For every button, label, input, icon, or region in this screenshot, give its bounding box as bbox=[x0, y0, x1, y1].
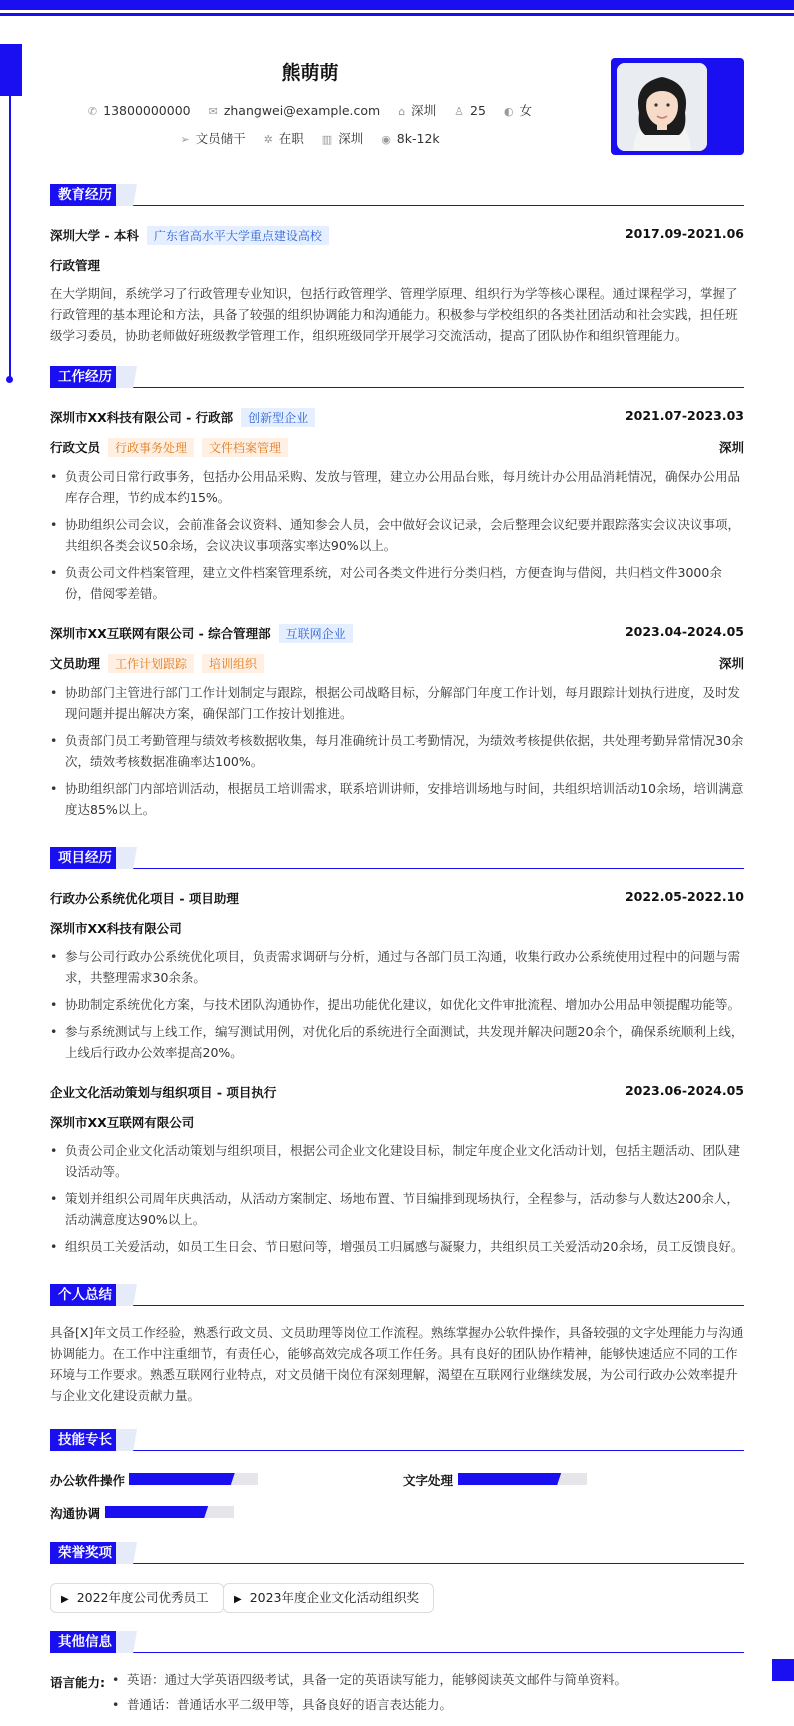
email-value: zhangwei@example.com bbox=[223, 103, 381, 118]
avatar bbox=[617, 63, 707, 151]
status-value: 在职 bbox=[278, 131, 304, 146]
job-period: 2023.04-2024.05 bbox=[624, 624, 744, 639]
job-city: 深圳 bbox=[718, 656, 744, 671]
skill-tag: 培训组织 bbox=[202, 654, 264, 673]
send-icon: ➢ bbox=[180, 133, 190, 146]
phone-icon: ✆ bbox=[87, 105, 98, 118]
awards-section bbox=[50, 1542, 744, 1564]
job-position: 行政文员 bbox=[50, 440, 101, 455]
other-section bbox=[50, 1631, 744, 1653]
skill-name: 办公软件操作 bbox=[50, 1473, 126, 1488]
project-bullet: • 协助制定系统优化方案，与技术团队沟通协作，提出功能优化建议，如优化文件审批流程、增加办公用品申领提醒功能等。 bbox=[50, 994, 744, 1015]
home-icon: ⌂ bbox=[398, 105, 406, 118]
skill-bar bbox=[129, 1473, 258, 1485]
job-target-value: 文员储干 bbox=[195, 131, 246, 146]
skill-bar-fill bbox=[129, 1473, 235, 1485]
coin-icon: ◉ bbox=[381, 133, 391, 146]
project-header-row bbox=[50, 1083, 744, 1101]
skill-bar-fill bbox=[105, 1506, 208, 1518]
school-name: 深圳大学 - 本科 bbox=[50, 228, 139, 243]
photo-frame bbox=[611, 58, 744, 155]
summary-section bbox=[50, 1284, 744, 1306]
language-item: • 英语：通过大学英语四级考试，具备一定的英语读写能力，能够阅读英文邮件与简单资料。 bbox=[112, 1669, 742, 1690]
job-position: 文员助理 bbox=[50, 656, 101, 671]
email-info bbox=[209, 103, 381, 118]
left-accent-dot bbox=[6, 376, 13, 383]
job-company: 深圳市XX互联网有限公司 - 综合管理部 bbox=[50, 626, 271, 641]
summary-text: 具备[X]年文员工作经验，熟悉行政文员、文员助理等岗位工作流程。熟练掌握办公软件操作，具备较强的文字处理能力与沟通协调能力。在工作中注重细节，有责任心，能够高效完成各项工作任务。具有良好的团队协作精神，能够快速适应不同的工作环境与工作要求。熟悉互联网行业特点，对文员储干岗位有深刻理解，渴望在互联网行业继续发展，为公司行政办公效率提升与企业文化建设贡献力量。 bbox=[50, 1325, 744, 1403]
project-name: 企业文化活动策划与组织项目 - 项目执行 bbox=[50, 1085, 277, 1100]
project-section bbox=[50, 847, 744, 869]
section-title: 个人总结 bbox=[50, 1284, 120, 1306]
skill-bar bbox=[105, 1506, 234, 1518]
cake-icon: ♙ bbox=[454, 105, 465, 118]
company-tag: 互联网企业 bbox=[279, 624, 353, 643]
job-bullet: • 负责公司日常行政事务，包括办公用品采购、发放与管理，建立办公用品台账，每月统计办公用品消耗情况，确保办公用品库存合理，节约成本约15%。 bbox=[50, 466, 744, 508]
section-title-tail bbox=[116, 366, 150, 388]
age-info bbox=[454, 103, 486, 118]
section-title-tail bbox=[116, 847, 150, 869]
section-title-tail bbox=[116, 1542, 150, 1564]
award-label: 2023年度企业文化活动组织奖 bbox=[249, 1590, 420, 1605]
right-accent-block bbox=[772, 1659, 794, 1681]
job-position-row bbox=[50, 438, 744, 457]
project-bullet: • 策划并组织公司周年庆典活动，从活动方案制定、场地布置、节目编排到现场执行，全程参与，活动参与人数达200余人，活动满意度达90%以上。 bbox=[50, 1188, 744, 1230]
job-company: 深圳市XX科技有限公司 - 行政部 bbox=[50, 410, 234, 425]
section-title: 工作经历 bbox=[50, 366, 120, 388]
work-section bbox=[50, 366, 744, 388]
language-item: • 普通话：普通话水平二级甲等，具备良好的语言表达能力。 bbox=[112, 1694, 742, 1715]
target-city-value: 深圳 bbox=[338, 131, 364, 146]
skills-section bbox=[50, 1429, 744, 1451]
project-header-row bbox=[50, 889, 744, 907]
skill-name: 文字处理 bbox=[403, 1473, 454, 1488]
project-company: 深圳市XX互联网有限公司 bbox=[50, 1115, 195, 1130]
gender-info bbox=[504, 101, 532, 119]
top-accent-line bbox=[0, 13, 794, 16]
job-bullet: • 协助组织公司会议，会前准备会议资料、通知参会人员，会中做好会议记录，会后整理会议纪要并跟踪落实会议决议事项，共组织各类会议50余场，会议决议事项落实率达90%以上。 bbox=[50, 514, 744, 556]
job-header-row bbox=[50, 408, 744, 427]
award-item bbox=[50, 1583, 224, 1613]
status-info bbox=[264, 129, 304, 147]
gear-icon: ✲ bbox=[263, 133, 273, 146]
section-title: 荣誉奖项 bbox=[50, 1542, 120, 1564]
job-bullet: • 负责部门员工考勤管理与绩效考核数据收集，每月准确统计员工考勤情况，为绩效考核提供依据，共处理考勤异常情况30余次，绩效考核数据准确率达100%。 bbox=[50, 730, 744, 772]
section-title-tail bbox=[116, 1284, 150, 1306]
avatar-portrait bbox=[617, 63, 707, 151]
section-title-tail bbox=[116, 1631, 150, 1653]
phone-value: 13800000000 bbox=[103, 103, 191, 118]
education-header-row bbox=[50, 226, 744, 245]
candidate-name: 熊萌萌 bbox=[281, 62, 339, 84]
city-info bbox=[398, 101, 436, 119]
project-period: 2023.06-2024.05 bbox=[624, 1083, 744, 1098]
project-company: 深圳市XX科技有限公司 bbox=[50, 921, 182, 936]
skill-name: 沟通协调 bbox=[50, 1506, 101, 1521]
salary-value: 8k-12k bbox=[396, 131, 440, 146]
section-header bbox=[50, 1542, 744, 1564]
salary-info bbox=[381, 131, 439, 146]
section-title: 项目经历 bbox=[50, 847, 120, 869]
project-period: 2022.05-2022.10 bbox=[624, 889, 744, 904]
job-target-info bbox=[180, 129, 245, 147]
phone-info bbox=[88, 103, 191, 118]
award-item bbox=[223, 1583, 434, 1613]
section-title-tail bbox=[116, 184, 150, 206]
mail-icon: ✉ bbox=[208, 105, 218, 118]
company-tag: 创新型企业 bbox=[241, 408, 315, 427]
top-accent-bar bbox=[0, 0, 794, 10]
job-bullet: • 协助组织部门内部培训活动，根据员工培训需求，联系培训讲师，安排培训场地与时间，共组织培训活动10余场，培训满意度达85%以上。 bbox=[50, 778, 744, 820]
award-label: 2022年度公司优秀员工 bbox=[76, 1590, 209, 1605]
age-value: 25 bbox=[470, 103, 486, 118]
section-title: 教育经历 bbox=[50, 184, 120, 206]
project-bullet: • 参与系统测试与上线工作，编写测试用例，对优化后的系统进行全面测试，共发现并解决问题20余个，确保系统顺利上线，上线后行政办公效率提高20%。 bbox=[50, 1021, 744, 1063]
section-title: 技能专长 bbox=[50, 1429, 120, 1451]
play-icon: ▶ bbox=[234, 1594, 242, 1605]
contact-row bbox=[0, 101, 620, 119]
job-bullet: • 负责公司文件档案管理，建立文件档案管理系统，对公司各类文件进行分类归档，方便查询与借阅，共归档文件3000余份，借阅零差错。 bbox=[50, 562, 744, 604]
skill-tag: 工作计划跟踪 bbox=[108, 654, 194, 673]
job-bullet: • 协助部门主管进行部门工作计划制定与跟踪，根据公司战略目标，分解部门年度工作计划，每月跟踪计划执行进度，及时发现问题并提出解决方案，确保部门工作按计划推进。 bbox=[50, 682, 744, 724]
building-icon: ▥ bbox=[321, 133, 333, 146]
education-section bbox=[50, 184, 744, 206]
target-city-info bbox=[322, 129, 363, 147]
gender-value: 女 bbox=[519, 103, 533, 118]
skill-bar-fill bbox=[458, 1473, 561, 1485]
skill-tag: 文件档案管理 bbox=[202, 438, 288, 457]
section-header bbox=[50, 1284, 744, 1306]
city-value: 深圳 bbox=[411, 103, 437, 118]
skill-tag: 行政事务处理 bbox=[108, 438, 194, 457]
gender-icon: ◐ bbox=[503, 105, 514, 118]
section-header bbox=[50, 847, 744, 869]
section-title: 其他信息 bbox=[50, 1631, 120, 1653]
project-bullet: • 参与公司行政办公系统优化项目，负责需求调研与分析，通过与各部门员工沟通，收集行政办公系统使用过程中的问题与需求，共整理需求30余条。 bbox=[50, 946, 744, 988]
play-icon: ▶ bbox=[61, 1594, 69, 1605]
job-period: 2021.07-2023.03 bbox=[624, 408, 744, 423]
job-city: 深圳 bbox=[718, 440, 744, 455]
major-name: 行政管理 bbox=[50, 258, 101, 273]
project-name: 行政办公系统优化项目 - 项目助理 bbox=[50, 891, 239, 906]
section-header bbox=[50, 1631, 744, 1653]
job-header-row bbox=[50, 624, 744, 643]
section-header bbox=[50, 184, 744, 206]
section-header bbox=[50, 1429, 744, 1451]
education-period: 2017.09-2021.06 bbox=[624, 226, 744, 241]
section-title-tail bbox=[116, 1429, 150, 1451]
school-tag: 广东省高水平大学重点建设高校 bbox=[147, 226, 329, 245]
skill-bar bbox=[458, 1473, 587, 1485]
project-bullet: • 负责公司企业文化活动策划与组织项目，根据公司企业文化建设目标，制定年度企业文化活动计划，包括主题活动、团队建设活动等。 bbox=[50, 1140, 744, 1182]
job-intent-row bbox=[0, 129, 620, 147]
section-header bbox=[50, 366, 744, 388]
project-bullet: • 组织员工关爱活动，如员工生日会、节日慰问等，增强员工归属感与凝聚力，共组织员工关爱活动20余场，员工反馈良好。 bbox=[50, 1236, 744, 1257]
job-position-row bbox=[50, 654, 744, 673]
education-description: 在大学期间，系统学习了行政管理专业知识，包括行政管理学、管理学原理、组织行为学等核心课程。通过课程学习，掌握了行政管理的基本理论和方法，具备了较强的组织协调能力和沟通能力。积极参与学校组织的各类社团活动和社会实践，担任班级学习委员，协助老师做好班级教学管理工作，组织班级同学开展学习交流活动，提高了团队协作和组织管理能力。 bbox=[50, 286, 738, 343]
language-label: 语言能力: bbox=[50, 1675, 105, 1690]
